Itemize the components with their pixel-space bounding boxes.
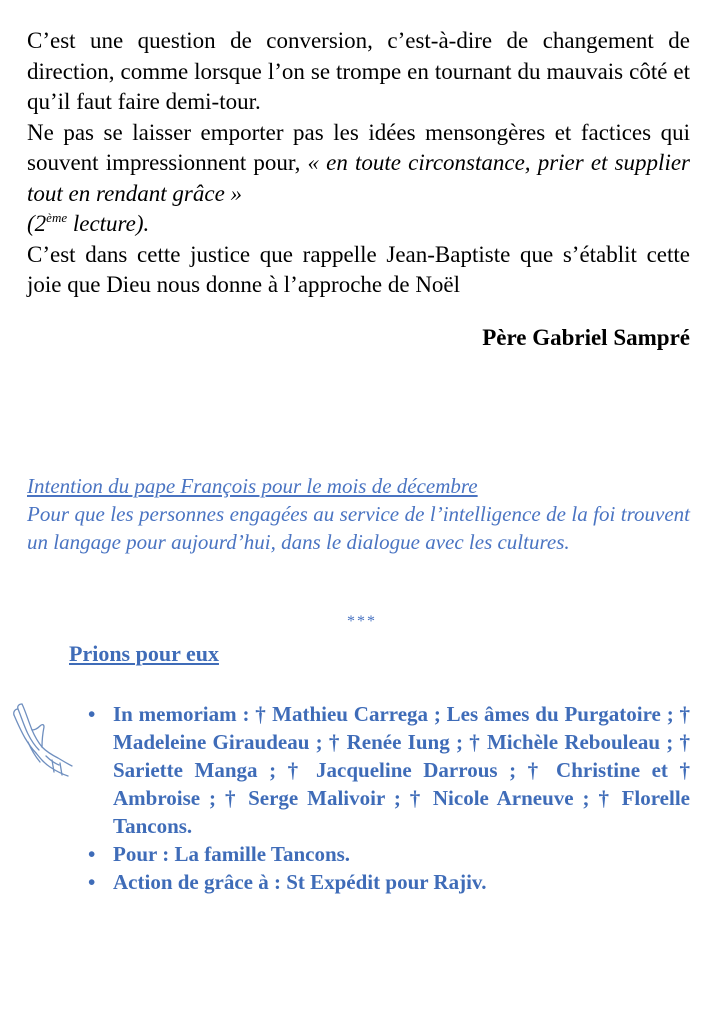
bullet-icon: • bbox=[88, 842, 96, 866]
bullet-icon: • bbox=[88, 702, 96, 726]
paragraph-joy: C’est dans cette justice que rappelle Jean-Baptiste que s’établit cette joie que Dieu nous donne à l’approche de Noël bbox=[27, 241, 690, 297]
reading-ref-close: lecture). bbox=[67, 211, 150, 236]
reading-ref-open: (2 bbox=[27, 211, 47, 236]
list-item-pour bbox=[88, 840, 690, 868]
pope-intention bbox=[27, 472, 690, 556]
prayer-list bbox=[88, 700, 690, 896]
separator-stars: *** bbox=[347, 613, 377, 630]
bullet-icon: • bbox=[88, 870, 96, 894]
list-item-text: Pour : La famille Tancons. bbox=[113, 842, 351, 866]
list-item-memoriam bbox=[88, 700, 690, 840]
prions-heading: Prions pour eux bbox=[69, 641, 219, 666]
signature: Père Gabriel Sampré bbox=[482, 324, 690, 350]
list-item-text: Action de grâce à : St Expédit pour Rajiv. bbox=[113, 870, 487, 894]
reading-reference bbox=[27, 211, 149, 236]
intention-text: Pour que les personnes engagées au service de l’intelligence de la foi trouvent un langage pour aujourd’hui, dans le dialogue avec les cultures. bbox=[27, 502, 690, 554]
reading-ref-sup: ème bbox=[46, 210, 68, 225]
praying-hands-icon bbox=[8, 700, 74, 780]
scripture-quote: « en toute circonstance, prier et supplier tout en rendant grâce » bbox=[27, 150, 690, 206]
intention-title: Intention du pape François pour le mois de décembre bbox=[27, 474, 478, 498]
list-item-action-de-grace bbox=[88, 868, 690, 896]
paragraph-prayer bbox=[27, 118, 690, 240]
paragraph-prayer-text: Ne pas se laisser emporter pas les idées mensongères et factices qui souvent impressionnent pour, bbox=[27, 119, 690, 175]
list-item-text: In memoriam : † Mathieu Carrega ; Les âmes du Purgatoire ; † Madeleine Giraudeau ; † Renée Iung ; † Michèle Rebouleau ; † Sariette Manga ; † Jacqueline Darrous ; † Christine et † Ambroise ; † Serge Malivoir ; † Nicole Arneuve ; † Florelle Tancons. bbox=[113, 702, 690, 838]
paragraph-conversion: C’est une question de conversion, c’est-à-dire de changement de direction, comme lorsque l’on se trompe en tournant du mauvais côté et qu’il faut faire demi-tour. bbox=[27, 28, 690, 114]
letter-body bbox=[27, 26, 690, 351]
